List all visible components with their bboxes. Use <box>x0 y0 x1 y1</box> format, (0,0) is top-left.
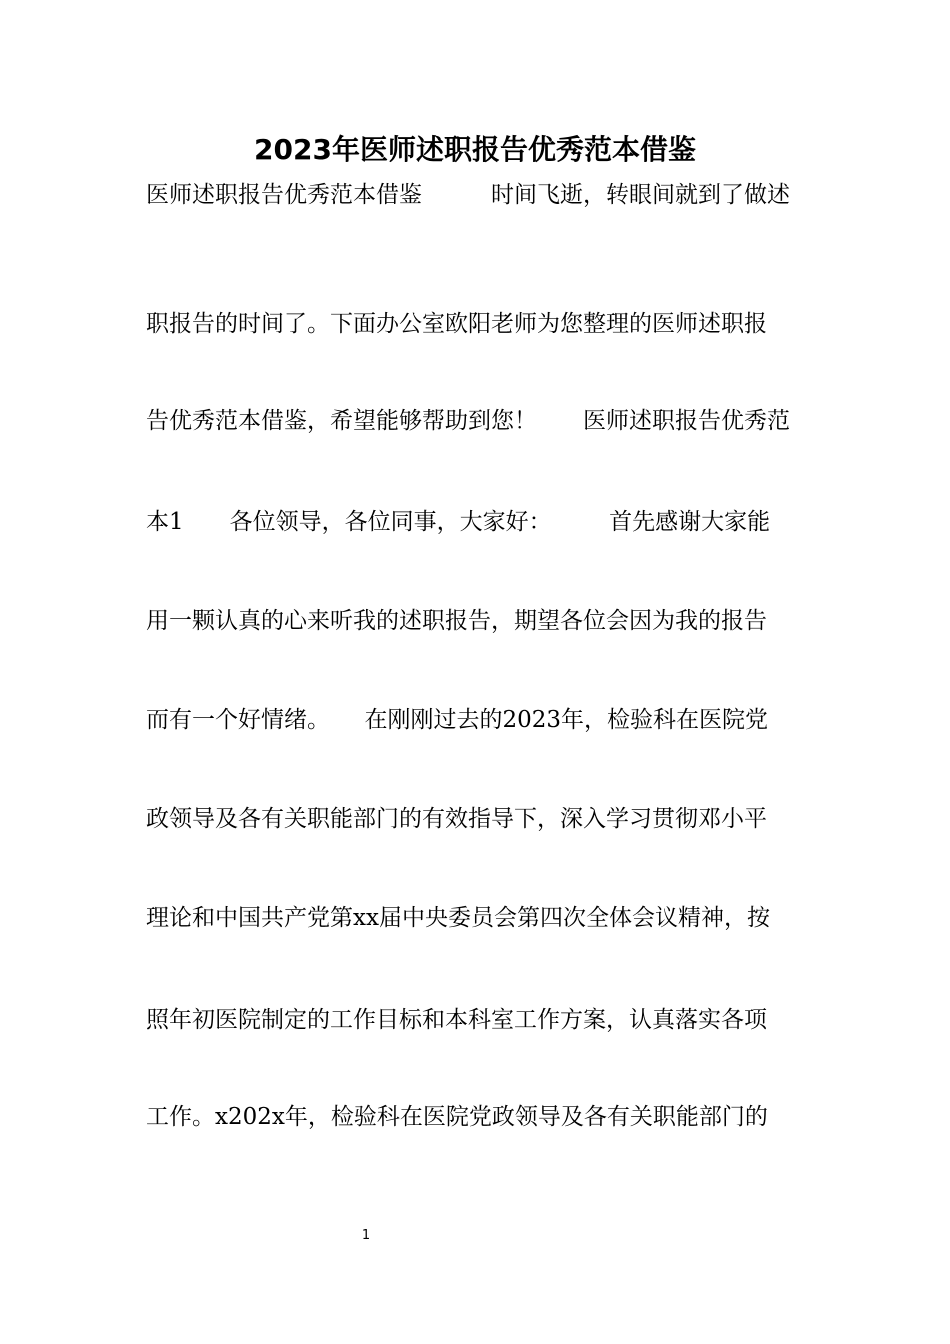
document-title: 2023年医师述职报告优秀范本借鉴 <box>254 133 696 166</box>
paragraph-line: 用一颗认真的心来听我的述职报告，期望各位会因为我的报告 <box>146 608 767 634</box>
paragraph-line: 政领导及各有关职能部门的有效指导下，深入学习贯彻邓小平 <box>146 806 767 832</box>
paragraph-line: 而有一个好情绪。 在刚刚过去的2023年，检验科在医院党 <box>146 707 769 733</box>
page-number: 1 <box>361 1228 371 1243</box>
paragraph-line: 照年初医院制定的工作目标和本科室工作方案，认真落实各项 <box>146 1007 767 1033</box>
paragraph-line: 理论和中国共产党第xx届中央委员会第四次全体会议精神，按 <box>146 905 770 931</box>
paragraph-line: 工作。x202x年，检验科在医院党政领导及各有关职能部门的 <box>146 1104 768 1130</box>
paragraph-line: 医师述职报告优秀范本借鉴 时间飞逝，转眼间就到了做述 <box>146 182 790 208</box>
paragraph-line: 职报告的时间了。下面办公室欧阳老师为您整理的医师述职报 <box>146 311 767 337</box>
paragraph-line: 本1 各位领导，各位同事，大家好： 首先感谢大家能 <box>146 509 771 535</box>
paragraph-line: 告优秀范本借鉴，希望能够帮助到您！ 医师述职报告优秀范 <box>146 408 790 434</box>
